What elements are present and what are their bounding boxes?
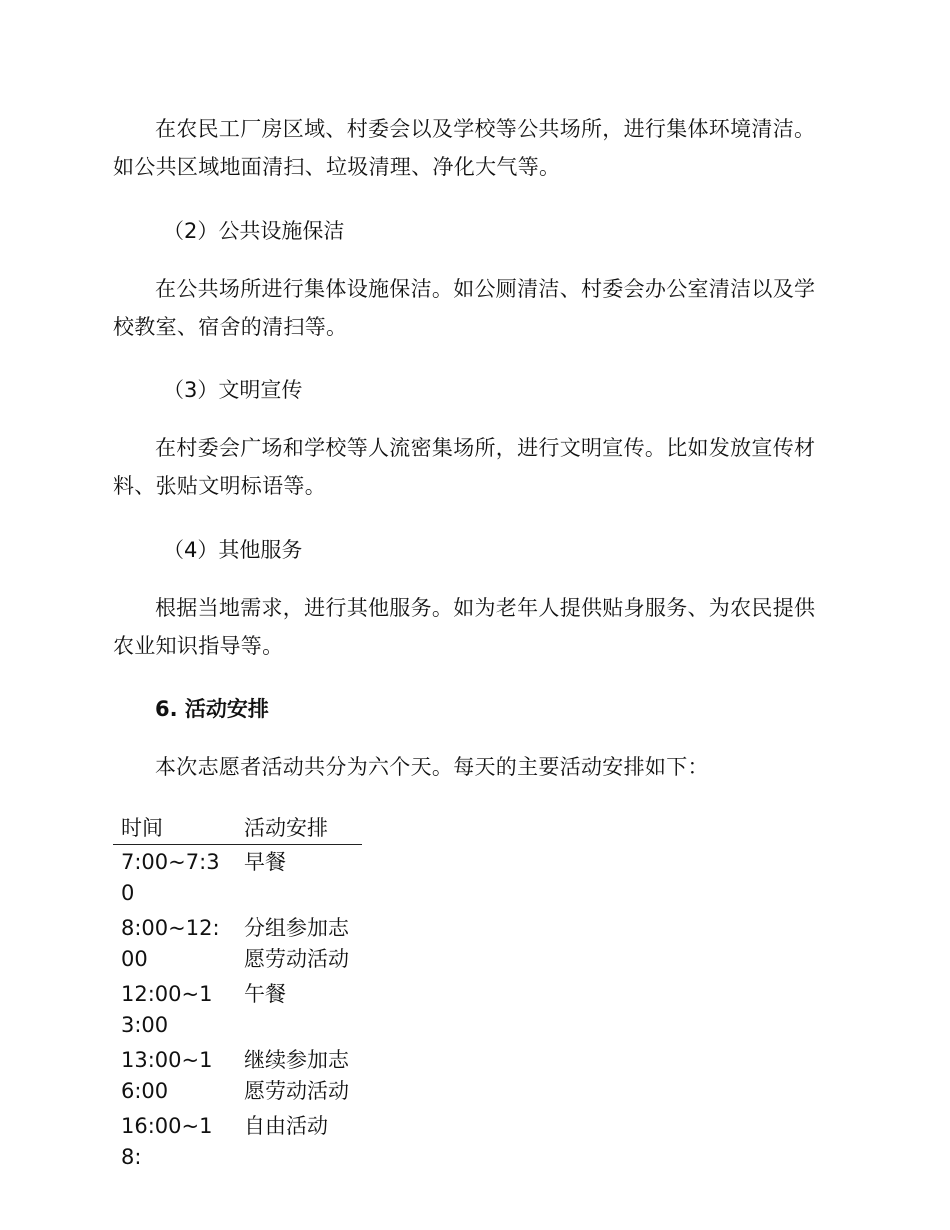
cell-time: 13:00~16:00 [121,1048,213,1103]
cell-time: 8:00~12:00 [121,916,220,971]
cell-time: 12:00~13:00 [121,982,213,1037]
paragraph-schedule-intro: 本次志愿者活动共分为六个天。每天的主要活动安排如下： [155,755,709,779]
table-row [113,845,362,912]
cell-time: 16:00~18: [121,1114,213,1169]
header-time: 时间 [113,810,236,845]
table-row [113,911,362,977]
subheading-civilization-promotion: （3）文明宣传 [163,378,303,402]
paragraph-facility-cleaning: 在公共场所进行集体设施保洁。如公厕清洁、村委会办公室清洁以及学校教室、宿舍的清扫等。 [113,277,816,339]
cell-activity: 午餐 [244,982,286,1006]
schedule-table [113,810,362,1175]
header-activity: 活动安排 [236,810,362,845]
paragraph-civilization-promotion: 在村委会广场和学校等人流密集场所，进行文明宣传。比如发放宣传材料、张贴文明标语等。 [113,436,816,498]
paragraph-environment-cleaning: 在农民工厂房区域、村委会以及学校等公共场所，进行集体环境清洁。如公共区域地面清扫、垃圾清理、净化大气等。 [113,117,816,179]
subheading-other-services: （4）其他服务 [163,538,303,562]
paragraph-other-services: 根据当地需求，进行其他服务。如为老年人提供贴身服务、为农民提供农业知识指导等。 [113,596,816,658]
subheading-public-facilities: （2）公共设施保洁 [163,219,345,243]
table-row [113,1043,362,1109]
cell-activity: 分组参加志愿劳动活动 [244,916,349,971]
table-row [113,977,362,1043]
cell-activity: 早餐 [244,850,286,874]
table-row [113,1109,362,1175]
section-heading-activity-schedule: 6. 活动安排 [155,697,269,721]
schedule-header-row [113,810,362,845]
cell-activity: 自由活动 [244,1114,328,1138]
cell-activity: 继续参加志愿劳动活动 [244,1048,349,1103]
cell-time: 7:00~7:30 [121,850,220,905]
